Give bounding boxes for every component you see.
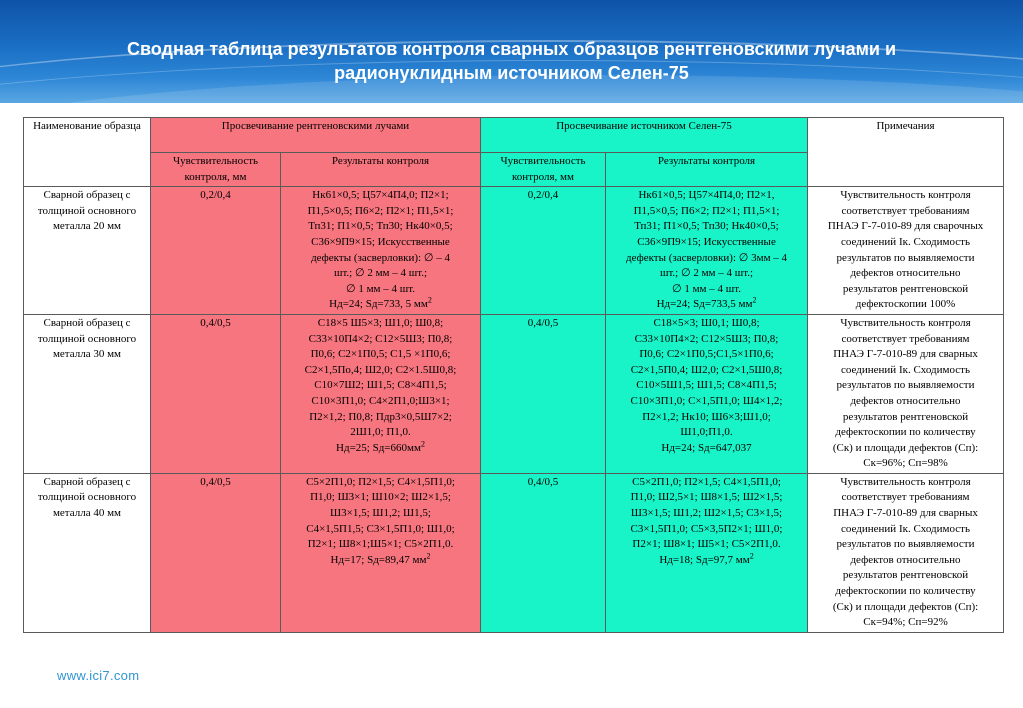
result-total-text: Нд=18; Sд=97,7 мм (659, 553, 750, 566)
header-xray-group: Просвечивание рентгеновскими лучами (151, 118, 481, 153)
result-line: С2×1,5По,4; Ш2,0; С2×1.5Ш0,8; (304, 363, 457, 376)
result-total: Нд=24; Sд=647,037 (661, 441, 752, 454)
result-line: Ш3×1,5; Ш1,2; Ш2×1,5; С3×1,5; (630, 507, 783, 520)
header-se-sensitivity: Чувствительность контроля, мм (481, 153, 606, 187)
header-xray-sensitivity: Чувствительность контроля, мм (151, 153, 281, 187)
result-line: С5×2П1,0; П2×1,5; С4×1,5П1,0; (632, 475, 781, 488)
note-line: соответствует требованиям (841, 204, 970, 217)
result-line: П1,0; Ш3×1; Ш10×2; Ш2×1,5; (310, 491, 451, 504)
result-line: ∅ 1 мм – 4 шт. (346, 282, 415, 295)
unit-superscript: 2 (752, 295, 757, 305)
unit-superscript: 2 (426, 551, 431, 561)
result-total (284, 441, 477, 457)
xray-results-cell (281, 314, 481, 473)
sample-name-cell: Сварной образец с толщиной основного металла 20 мм (24, 187, 151, 315)
result-line: П0,6; С2×1П0,5; С1,5 ×1П0,6; (310, 348, 451, 361)
result-line: шт.; ∅ 2 мм – 4 шт.; (659, 267, 754, 280)
table-row (24, 314, 1004, 473)
note-line: результатов по выявляемости (836, 379, 975, 392)
table-header-row (24, 118, 1004, 153)
note-line: результатов рентгеновской (842, 410, 969, 423)
result-line: С3×1,5П1,0; С5×3,5П2×1; Ш1,0; (630, 522, 783, 535)
result-total-text: Нд=17; Sд=89,47 мм (330, 553, 427, 566)
note-line: соответствует требованиям (841, 491, 970, 504)
note-line: Чувствительность контроля (840, 316, 971, 329)
note-line: ПНАЭ Г-7-010-89 для сварных (833, 348, 978, 361)
result-line: Тп31; П1×0,5; Тп30; Нк40×0,5; (634, 220, 779, 233)
result-line: Ш1,0;П1,0. (680, 426, 733, 439)
note-line: Ск=94%; Сп=92% (863, 616, 948, 629)
result-line: ∅ 1 мм – 4 шт. (672, 282, 741, 295)
page-title-line-2: радионуклидным источником Селен-75 (334, 63, 689, 83)
note-line: Ск=96%; Сп=98% (863, 457, 948, 470)
result-line: 2Ш1,0; П1,0. (350, 426, 411, 439)
result-total-text: Нд=24; Sд=733,5 мм (656, 298, 753, 311)
result-line: П2×1; Ш8×1; Ш5×1; С5×2П1,0. (632, 538, 781, 551)
note-line: ПНАЭ Г-7-010-89 для сварочных (827, 220, 984, 233)
note-line: Чувствительность контроля (840, 189, 971, 202)
se-sensitivity-cell: 0,2/0,4 (481, 187, 606, 315)
note-line: соединений Iк. Сходимость (841, 363, 970, 376)
note-line: ПНАЭ Г-7-010-89 для сварных (833, 507, 978, 520)
note-line: дефектов относительно (850, 267, 961, 280)
xray-sensitivity-cell: 0,2/0,4 (151, 187, 281, 315)
result-line: С2×1,5П0,4; Ш2,0; С2×1,5Ш0,8; (630, 363, 783, 376)
result-line: Нк61×0,5; Ц57×4П4,0; П2×1; (312, 189, 449, 202)
results-table (23, 117, 1004, 633)
result-line: П1,5×0,5; П6×2; П2×1; П1,5×1; (307, 204, 454, 217)
header-xray-results: Результаты контроля (281, 153, 481, 187)
unit-superscript: 2 (427, 295, 432, 305)
result-line: С18×5×3; Ш0,1; Ш0,8; (653, 316, 760, 329)
note-line: соединений Iк. Сходимость (841, 522, 970, 535)
result-line: С36×9П9×15; Искусственные (637, 235, 776, 248)
xray-sensitivity-cell: 0,4/0,5 (151, 473, 281, 632)
sample-name-cell: Сварной образец с толщиной основного металла 40 мм (24, 473, 151, 632)
notes-cell (808, 314, 1004, 473)
result-line: С10×3П1,0; С×1,5П1,0; Ш4×1,2; (630, 394, 783, 407)
result-line: шт.; ∅ 2 мм – 4 шт.; (333, 267, 428, 280)
result-line: Нк61×0,5; Ц57×4П4,0; П2×1, (638, 189, 775, 202)
xray-results-cell (281, 473, 481, 632)
result-line: дефекты (засверловки): ∅ – 4 (311, 251, 450, 264)
result-line: С10×3П1,0; С4×2П1,0;Ш3×1; (311, 394, 450, 407)
note-line: результатов по выявляемости (836, 538, 975, 551)
xray-sensitivity-cell: 0,4/0,5 (151, 314, 281, 473)
se-results-cell (606, 187, 808, 315)
unit-superscript: 2 (420, 439, 425, 449)
result-line: П2×1; Ш8×1;Ш5×1; С5×2П1,0. (307, 538, 454, 551)
note-line: (Ск) и площади дефектов (Сп): (832, 600, 979, 613)
note-line: дефектоскопии по количеству (835, 585, 976, 598)
page-title (0, 37, 1023, 85)
note-line: дефектоскопии 100% (855, 298, 956, 311)
result-total (609, 553, 804, 569)
sample-name-cell: Сварной образец с толщиной основного металла 30 мм (24, 314, 151, 473)
note-line: соединений Iк. Сходимость (841, 235, 970, 248)
se-sensitivity-cell: 0,4/0,5 (481, 473, 606, 632)
note-line: дефектоскопии по количеству (835, 426, 976, 439)
header-se-group: Просвечивание источником Селен-75 (481, 118, 808, 153)
result-line: П2×1,2; П0,8; Пдр3×0,5Ш7×2; (309, 410, 452, 423)
result-line: С4×1,5П1,5; С3×1,5П1,0; Ш1,0; (306, 522, 455, 535)
page-title-line-1: Сводная таблица результатов контроля сварных образцов рентгеновскими лучами и (126, 39, 897, 59)
note-line: дефектов относительно (850, 394, 961, 407)
se-results-cell (606, 473, 808, 632)
note-line: дефектов относительно (850, 553, 961, 566)
result-line: дефекты (засверловки): ∅ 3мм – 4 (625, 251, 788, 264)
result-total (609, 297, 804, 313)
result-line: П0,6; С2×1П0,5;С1,5×1П0,6; (639, 348, 774, 361)
note-line: результатов рентгеновской (842, 569, 969, 582)
result-line: С33×10П4×2; С12×5Ш3; П0,8; (634, 332, 779, 345)
result-line: С10×5Ш1,5; Ш1,5; С8×4П1,5; (636, 379, 777, 392)
se-sensitivity-cell: 0,4/0,5 (481, 314, 606, 473)
note-line: Чувствительность контроля (840, 475, 971, 488)
result-total-text: Нд=25; Sд=660мм (336, 441, 421, 454)
result-line: С5×2П1,0; П2×1,5; С4×1,5П1,0; (306, 475, 455, 488)
result-line: С36×9П9×15; Искусственные (311, 235, 450, 248)
header-notes: Примечания (808, 118, 1004, 187)
header-se-results: Результаты контроля (606, 153, 808, 187)
note-line: результатов по выявляемости (836, 251, 975, 264)
result-line: Ш3×1,5; Ш1,2; Ш1,5; (330, 507, 431, 520)
result-line: П1,5×0,5; П6×2; П2×1; П1,5×1; (633, 204, 780, 217)
xray-results-cell (281, 187, 481, 315)
result-line: Тп31; П1×0,5; Тп30; Нк40×0,5; (308, 220, 453, 233)
result-line: П1,0; Ш2,5×1; Ш8×1,5; Ш2×1,5; (630, 491, 783, 504)
result-total-text: Нд=24; Sд=733, 5 мм (329, 298, 428, 311)
note-line: (Ск) и площади дефектов (Сп): (832, 441, 979, 454)
result-total (284, 553, 477, 569)
notes-cell (808, 473, 1004, 632)
table-row (24, 187, 1004, 315)
notes-cell (808, 187, 1004, 315)
note-line: соответствует требованиям (841, 332, 970, 345)
result-line: С33×10П4×2; С12×5Ш3; П0,8; (308, 332, 453, 345)
result-line: С10×7Ш2; Ш1,5; С8×4П1,5; (314, 379, 447, 392)
table-row (24, 473, 1004, 632)
unit-superscript: 2 (749, 551, 754, 561)
result-total (284, 297, 477, 313)
se-results-cell (606, 314, 808, 473)
note-line: результатов рентгеновской (842, 282, 969, 295)
header-sample-name: Наименование образца (24, 118, 151, 187)
result-line: П2×1,2; Нк10; Ш6×3;Ш1,0; (642, 410, 771, 423)
title-banner (0, 0, 1023, 103)
footer-website-link[interactable]: www.ici7.com (57, 668, 140, 683)
result-line: С18×5 Ш5×3; Ш1,0; Ш0,8; (317, 316, 444, 329)
